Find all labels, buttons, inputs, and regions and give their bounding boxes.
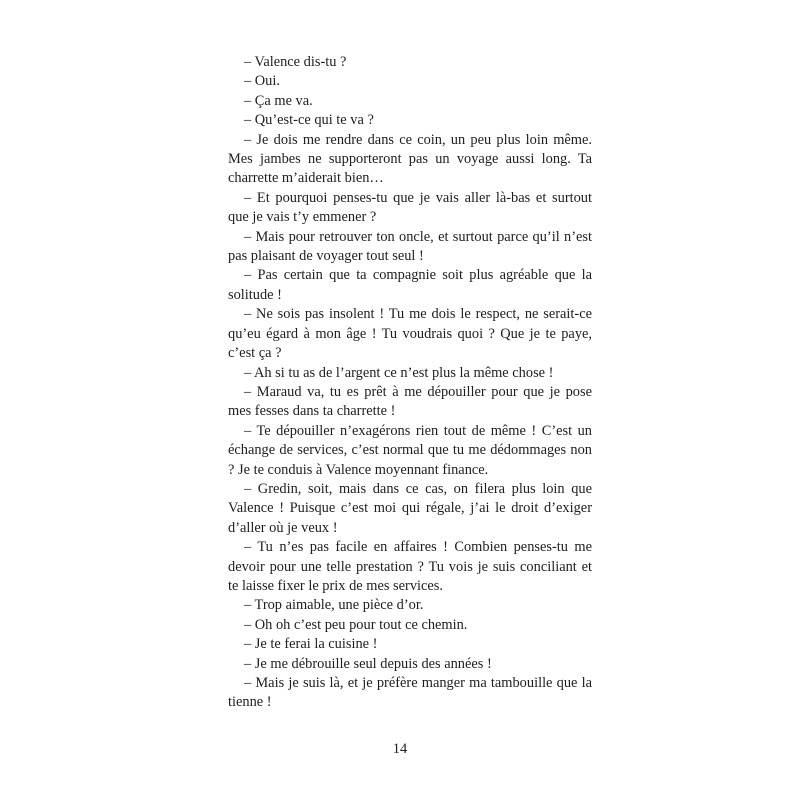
paragraph: – Trop aimable, une pièce d’or.	[244, 597, 424, 614]
paragraph: – Je dois me rendre dans ce coin, un peu plus loin même. Mes jambes ne supporteront pas un voyage aussi long. Ta charrette m’aiderait bien…	[228, 131, 592, 187]
paragraph: – Valence dis-tu ?	[244, 54, 347, 70]
paragraph: – Mais je suis là, et je préfère manger ma tambouille que la tienne !	[228, 675, 592, 711]
paragraph: – Tu n’es pas facile en affaires ! Combien penses-tu me devoir pour une telle prestation ? Tu vois je suis conciliant et te laisse fixer le prix de mes services.	[228, 539, 592, 594]
paragraph: – Oh oh c’est peu pour tout ce chemin.	[244, 616, 468, 633]
paragraph: – Ah si tu as de l’argent ce n’est plus la même chose !	[244, 364, 554, 381]
paragraph: – Je me débrouille seul depuis des années !	[244, 655, 492, 672]
paragraph: – Ça me va.	[244, 92, 313, 109]
page-number: 14	[392, 741, 408, 757]
paragraph: – Mais pour retrouver ton oncle, et surtout parce qu’il n’est pas plaisant de voyager tout seul !	[228, 228, 592, 265]
paragraph: – Te dépouiller n’exagérons rien tout de même ! C’est un échange de services, c’est normal que tu me dédommages non ? Je te conduis à Valence moyennant finance.	[228, 422, 592, 478]
paragraph: – Maraud va, tu es prêt à me dépouiller pour que je pose mes fesses dans ta charrette !	[228, 383, 592, 420]
paragraph: – Ne sois pas insolent ! Tu me dois le respect, ne serait-ce qu’eu égard à mon âge ! Tu voudrais quoi ? Que je te paye, c’est ça ?	[228, 306, 592, 362]
paragraph: – Gredin, soit, mais dans ce cas, on filera plus loin que Valence ! Puisque c’est moi qui régale, j’ai le droit d’exiger d’aller où je veux !	[228, 480, 592, 536]
paragraph: – Je te ferai la cuisine !	[244, 636, 378, 653]
paragraph: – Et pourquoi penses-tu que je vais aller là-bas et surtout que je vais t’y emmener ?	[228, 189, 592, 226]
paragraph: – Oui.	[244, 73, 280, 90]
paragraph: – Qu’est-ce qui te va ?	[244, 112, 374, 129]
paragraph: – Pas certain que ta compagnie soit plus agréable que la solitude !	[228, 267, 592, 303]
dialogue-text	[228, 53, 592, 713]
